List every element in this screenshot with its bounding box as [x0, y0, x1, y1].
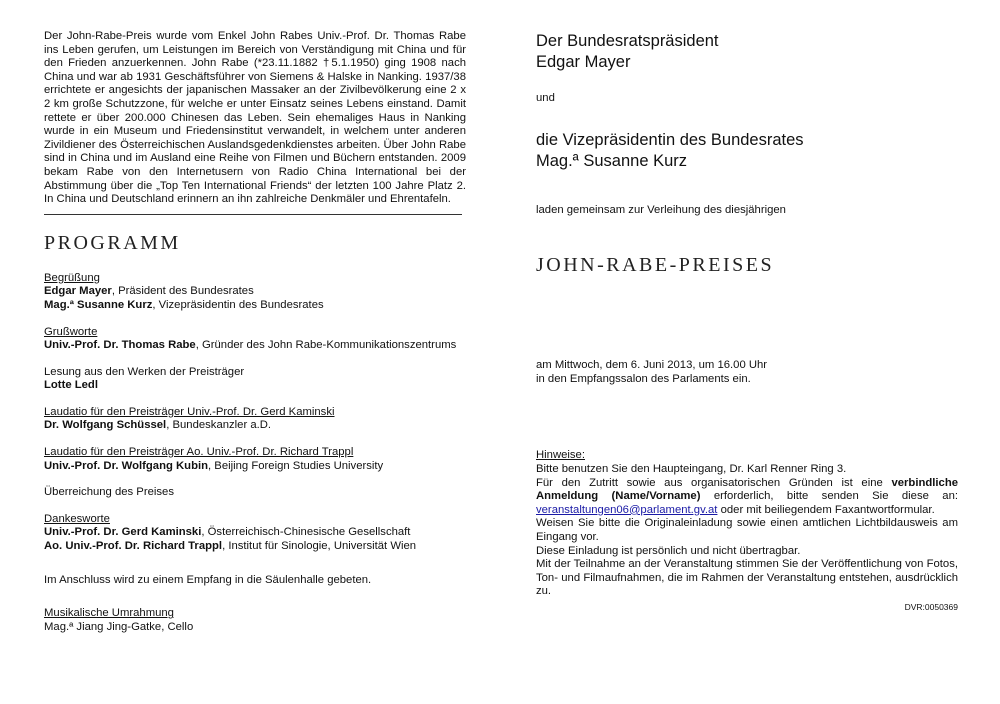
hinweis-emphasis: verbindliche Anmeldung (Name/Vorname) [536, 476, 958, 503]
hinweis-entrance: Bitte benutzen Sie den Haupteingang, Dr. Karl Renner Ring 3. [536, 462, 847, 475]
speaker-name: Univ.-Prof. Dr. Thomas Rabe [44, 339, 196, 352]
section-musik [44, 607, 466, 634]
hinweis-personal: Diese Einladung ist persönlich und nicht übertragbar. [536, 544, 801, 557]
speaker-line [44, 285, 466, 299]
programm-heading: PROGRAMM [44, 231, 181, 254]
host-name: Mag.ª Susanne Kurz [536, 151, 688, 170]
hinweis-consent: Mit der Teilnahme an der Veranstaltung stimmen Sie der Veröffentlichung von Fotos, Ton- und Filmaufnahmen, die im Rahmen der Veranstaltung entstehen, ausdrücklich zu. [536, 558, 958, 598]
intro-paragraph: Der John-Rabe-Preis wurde vom Enkel John Rabes Univ.-Prof. Dr. Thomas Rabe ins Leben gerufen, um Leistungen im Bereich von Verständigung mit China und für den Frieden anzuerkennen. John Rabe (*23.11.1882 †5.1.1950) ging 1908 nach China und war ab 1931 Geschäftsführer von Siemens & Halske in Nanking. 1937/38 errichtete er angesichts der japanischen Massaker an der Zivilbevölkerung eine 2 x 2 km große Schutzzone, für welche er unter Einsatz seines Lebens einstand. Damit rettete er über 200.000 Chinesen das Leben. Sein ehemaliges Haus in Nanking wurde in ein Museum und Friedensinstitut verwandelt, in welchem unter anderen Zivildiener des Österreichischen Auslandsgedenkdienstes arbeiten. Über John Rabe sind in China und im Ausland eine Reihe von Filmen und Büchern entstanden. 2009 bekam Rabe von den Internetusern von Radio China International bei der Abstimmung über die „Top Ten International Friends“ der letzten 100 Jahre Platz 2. In China und Deutschland erinnern an ihn zahlreiche Denkmäler und Ehrentafeln. [44, 30, 466, 206]
host-name: Edgar Mayer [536, 53, 631, 71]
event-place: in den Empfangssalon des Parlaments ein. [536, 372, 751, 385]
event-details [536, 359, 958, 386]
section-title: Dankesworte [44, 512, 110, 525]
speaker-name: Dr. Wolfgang Schüssel [44, 419, 167, 432]
divider-line [44, 214, 462, 215]
hinweis-text: erforderlich, bitte senden Sie diese an: [700, 490, 958, 503]
prize-heading: JOHN-RABE-PREISES [536, 254, 775, 277]
program-list [44, 272, 466, 635]
speaker-line [44, 526, 466, 540]
speaker-role: , Gründer des John Rabe-Kommunikationszentrums [195, 339, 457, 352]
speaker-role: , Vizepräsidentin des Bundesrates [152, 298, 324, 311]
section-title: Lesung aus den Werken der Preisträger [44, 365, 245, 378]
hinweise-block [536, 449, 958, 613]
speaker-role: , Österreichisch-Chinesische Gesellschaft [201, 526, 411, 539]
speaker-name: Univ.-Prof. Dr. Gerd Kaminski [44, 526, 202, 539]
right-page [536, 0, 958, 613]
host-title: die Vizepräsidentin des Bundesrates [536, 130, 804, 149]
speaker-line [44, 540, 466, 554]
section-laudatio-trappl [44, 446, 466, 473]
section-dankesworte [44, 513, 466, 554]
section-lesung [44, 366, 466, 393]
speaker-line [44, 419, 466, 433]
speaker-line [44, 460, 466, 474]
hinweis-text: oder mit beiliegendem Faxantwortformular. [717, 503, 935, 516]
speaker-role: , Institut für Sinologie, Universität Wien [222, 540, 417, 553]
section-laudatio-kaminski [44, 406, 466, 433]
und-text: und [536, 92, 555, 104]
section-grussworte [44, 326, 466, 353]
invite-text: laden gemeinsam zur Verleihung des diesjährigen [536, 203, 786, 216]
speaker-role: , Bundeskanzler a.D. [166, 419, 272, 432]
event-date: am Mittwoch, dem 6. Juni 2013, um 16.00 Uhr [536, 359, 768, 372]
speaker-line [44, 339, 466, 353]
speaker-name: Edgar Mayer [44, 285, 112, 298]
speaker-name: Ao. Univ.-Prof. Dr. Richard Trappl [44, 540, 223, 553]
host-vice-president [536, 130, 958, 172]
reception-note: Im Anschluss wird zu einem Empfang in die Säulenhalle gebeten. [44, 573, 372, 586]
left-page [44, 0, 466, 634]
host-president [536, 31, 958, 73]
musician-line: Mag.ª Jiang Jing-Gatke, Cello [44, 620, 194, 633]
speaker-line [44, 299, 466, 313]
speaker-name: Lotte Ledl [44, 379, 98, 392]
speaker-role: , Präsident des Bundesrates [111, 285, 254, 298]
speaker-name: Univ.-Prof. Dr. Wolfgang Kubin [44, 459, 209, 472]
hinweis-text: Für den Zutritt sowie aus organisatorischen Gründen ist eine [536, 476, 892, 489]
section-title: Musikalische Umrahmung [44, 607, 174, 620]
hinweise-title: Hinweise: [536, 449, 585, 462]
section-ueberreichung: Überreichung des Preises [44, 486, 174, 499]
dvr-number: DVR:0050369 [904, 601, 958, 612]
section-title: Begrüßung [44, 271, 100, 284]
host-title: Der Bundesratspräsident [536, 32, 719, 50]
speaker-name: Mag.ª Susanne Kurz [44, 298, 153, 311]
speaker-role: , Beijing Foreign Studies University [208, 459, 384, 472]
section-begruessung [44, 272, 466, 313]
hinweis-id: Weisen Sie bitte die Originaleinladung sowie einen amtlichen Lichtbildausweis am Eingang vor. [536, 517, 958, 543]
section-title: Laudatio für den Preisträger Univ.-Prof. Dr. Gerd Kaminski [44, 405, 335, 418]
hinweis-registration [536, 477, 958, 518]
email-link[interactable]: veranstaltungen06@parlament.gv.at [536, 503, 718, 516]
section-title: Laudatio für den Preisträger Ao. Univ.-Prof. Dr. Richard Trappl [44, 446, 354, 459]
section-title: Grußworte [44, 325, 98, 338]
